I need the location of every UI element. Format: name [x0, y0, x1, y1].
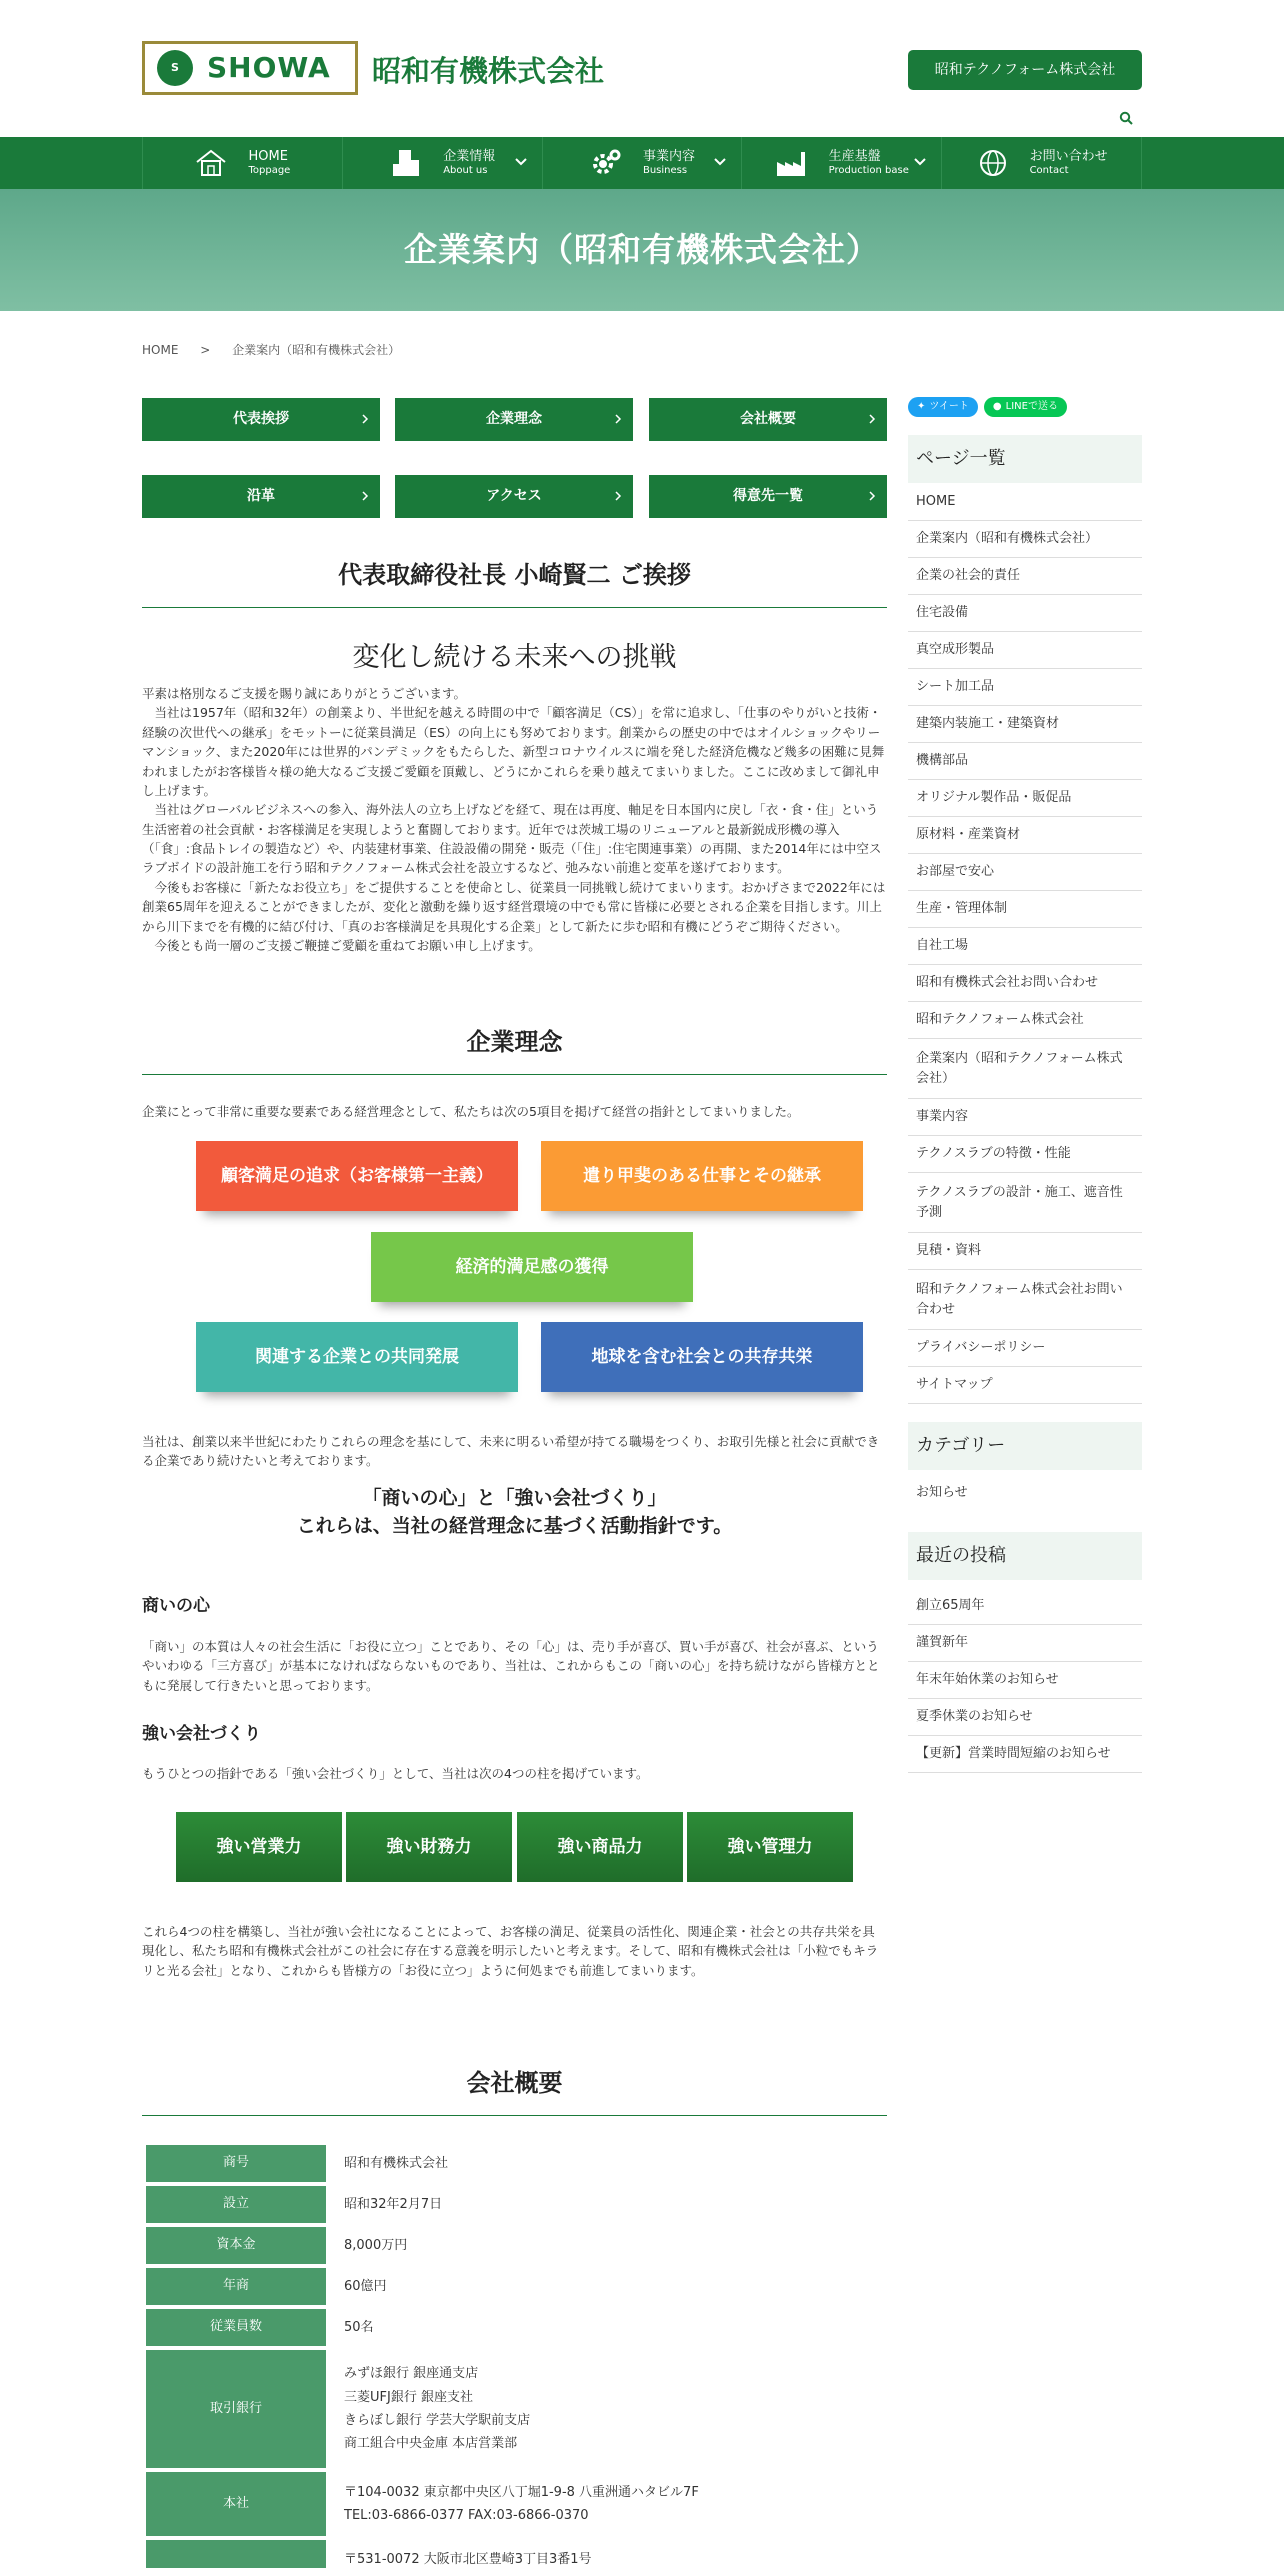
tab-access[interactable]	[395, 475, 633, 518]
nav-sublabel: Production base	[828, 164, 909, 176]
table-row	[146, 2350, 883, 2468]
sidebar-recent-post[interactable]: 夏季休業のお知らせ	[908, 1699, 1142, 1736]
sidebar-page-link[interactable]: 見積・資料	[908, 1233, 1142, 1270]
greeting-body: 平素は格別なるご支援を賜り誠にありがとうございます。 当社は1957年（昭和32年）の創業より、半世紀を越える時間の中で「顧客満足（CS）」を常に追求し、「仕事のやりがいと技術・経験の次世代への継承」をモットーに従業員満足（ES）の向上にも努めております。創業からの歴史の中ではオイルショックやリーマンショック、また2020年には世界的パンデミックをもたらした、新型コロナウイルスに端を発した経済危機など幾多の困難に見舞われましたがお客様皆々様の絶大なるご支援ご愛顧を頂戴し、どうにかこれらを乗り越えてまいりました。ここに改めまして御礼申し上げます。 当社はグローバルビジネスへの参入、海外法人の立ち上げなどを経て、現在は再度、軸足を日本国内に戻し「衣・食・住」という生活密着の社会貢献・お客様満足を実現しようと奮闘しております。近年では茨城工場のリニューアルと最新鋭成形機の導入（「食」:食品トレイの製造など）や、内装建材事業、住設設備の開発・販売（「住」:住宅関連事業）の再開、また2014年には中空スラブボイドの設計施工を行う昭和テクノフォーム株式会社を設立するなど、弛みない前進と変革を遂げております。 今後もお客様に「新たなお役立ち」をご提供することを使命とし、従業員一同挑戦し続けてまいります。おかげさまで2022年には創業65周年を迎えることができましたが、変化と激動を繰り返す経営環境の中でも常に皆様に必要とされる企業を目指します。川上から川下までを有機的に結び付け、「真のお客様満足を具現化する企業」として新たに歩む昭和有機にどうぞご期待ください。 今後とも尚一層のご支援ご鞭撻ご愛顧を重ねてお願い申し上げます。	[142, 686, 886, 953]
logo-text-en: SHOWA	[207, 50, 331, 84]
nav-sublabel: Contact	[1029, 164, 1069, 176]
breadcrumb-home[interactable]: HOME	[142, 343, 179, 357]
slogan-line-2: これらは、当社の経営理念に基づく活動指針です。	[296, 1514, 733, 1537]
sidebar-page-link[interactable]: 真空成形製品	[908, 632, 1142, 669]
slogan	[142, 1485, 887, 1540]
principle-coexistence: 地球を含む社会との共存共栄	[541, 1322, 863, 1392]
nav-item-business[interactable]	[543, 137, 743, 189]
line-label: LINEで送る	[1005, 400, 1058, 412]
table-row	[146, 2472, 883, 2536]
sidebar-page-link[interactable]: サイトマップ	[908, 1367, 1142, 1404]
table-row	[146, 2540, 883, 2568]
sidebar-page-link[interactable]: 事業内容	[908, 1099, 1142, 1136]
nav-item-production[interactable]	[742, 137, 942, 189]
sidebar-recent-post[interactable]: 創立65周年	[908, 1588, 1142, 1625]
strong-after: これら4つの柱を構築し、当社が強い会社になることによって、お客様の満足、従業員の活性化、関連企業・社会との共存共栄を具現化し、私たち昭和有機株式会社がこの社会に存在する意義を明示したいと考えます。そして、昭和有機株式会社は「小粒でもキラリと光る会社」となり、これからも皆様方の「お役に立つ」ように何処までも前進してまいります。	[142, 1924, 879, 1978]
bank-item: 商工組合中央金庫 本店営業部	[344, 2436, 518, 2452]
philosophy-after: 当社は、創業以来半世紀にわたりこれらの理念を基にして、未来に明るい希望が持てる職場をつくり、お取引先様と社会に貢献できる企業であり続けたいと考えております。	[142, 1434, 880, 1469]
logo-text-ja[interactable]: 昭和有機株式会社	[372, 54, 605, 88]
globe-icon	[976, 148, 1010, 178]
bank-item: 三菱UFJ銀行 銀座支社	[344, 2389, 473, 2405]
greeting-subtitle: 変化し続ける未来への挑戦	[352, 642, 677, 673]
pages-heading: ページ一覧	[908, 435, 1142, 483]
sidebar-page-link[interactable]: 機構部品	[908, 743, 1142, 780]
table-label: 年商	[146, 2268, 326, 2305]
table-label: 資本金	[146, 2227, 326, 2264]
home-icon	[194, 148, 228, 178]
sidebar-page-link[interactable]: プライバシーポリシー	[908, 1330, 1142, 1367]
nav-sublabel: Toppage	[248, 164, 291, 176]
sidebar-page-link[interactable]: 企業案内（昭和テクノフォーム株式会社）	[908, 1039, 1142, 1099]
pillar-sales: 強い営業力	[176, 1812, 342, 1882]
sidebar-page-link[interactable]: 企業案内（昭和有機株式会社）	[908, 521, 1142, 558]
principle-economic: 経済的満足感の獲得	[371, 1232, 693, 1302]
principle-customer: 顧客満足の追求（お客様第一主義）	[196, 1141, 518, 1211]
site-header	[0, 0, 1284, 137]
sidebar-page-link[interactable]: 企業の社会的責任	[908, 558, 1142, 595]
nav-item-contact[interactable]	[942, 137, 1142, 189]
tab-philosophy[interactable]	[395, 398, 633, 441]
chevron-right-icon	[867, 413, 877, 425]
tab-label: 会社概要	[740, 411, 796, 428]
hq-address: 〒104-0032 東京都中央区八丁堀1-9-8 八重洲通ハタビル7F	[344, 2484, 699, 2500]
table-label: 本社	[146, 2472, 326, 2536]
building-icon	[389, 148, 423, 178]
sidebar-page-link[interactable]: 建築内装施工・建築資材	[908, 706, 1142, 743]
tab-greeting[interactable]	[142, 398, 380, 441]
sidebar-page-link[interactable]: 住宅設備	[908, 595, 1142, 632]
strong-title: 強い会社づくり	[142, 1724, 261, 1744]
principle-cooperation: 関連する企業との共同発展	[196, 1322, 518, 1392]
table-label: 取引銀行	[146, 2350, 326, 2468]
tab-history[interactable]	[142, 475, 380, 518]
table-value-hq	[330, 2472, 883, 2536]
search-icon[interactable]	[1119, 111, 1133, 125]
nav-label: 企業情報	[443, 149, 496, 165]
factory-icon	[775, 148, 809, 178]
chevron-right-icon	[360, 490, 370, 502]
sidebar-page-link[interactable]: 自社工場	[908, 928, 1142, 965]
table-value: 昭和32年2月7日	[344, 2196, 443, 2212]
philosophy-intro: 企業にとって非常に重要な要素である経営理念として、私たちは次の5項目を掲げて経営の指針としてまいりました。	[142, 1104, 800, 1119]
page-title: 企業案内（昭和有機株式会社）	[404, 230, 880, 270]
techno-form-button[interactable]: 昭和テクノフォーム株式会社	[908, 50, 1142, 90]
sidebar-page-link[interactable]: テクノスラブの設計・施工、遮音性予測	[908, 1173, 1142, 1233]
nav-label: HOME	[248, 149, 288, 165]
tab-label: 得意先一覧	[733, 488, 803, 505]
table-label: 従業員数	[146, 2309, 326, 2346]
akinai-title: 商いの心	[142, 1596, 210, 1616]
hq-phone: TEL:03-6866-0377 FAX:03-6866-0370	[344, 2508, 589, 2523]
sidebar-recent-post[interactable]: 年末年始休業のお知らせ	[908, 1662, 1142, 1699]
table-label: 商号	[146, 2145, 326, 2182]
sidebar-page-link[interactable]: 原材料・産業資材	[908, 817, 1142, 854]
principle-work: 遣り甲斐のある仕事とその継承	[541, 1141, 863, 1211]
table-row	[146, 2309, 883, 2346]
pillar-product: 強い商品力	[517, 1812, 683, 1882]
tab-label: 代表挨拶	[233, 411, 289, 428]
tab-customers[interactable]	[649, 475, 887, 518]
sidebar-page-link[interactable]: シート加工品	[908, 669, 1142, 706]
overview-table	[142, 2141, 887, 2568]
gear-icon	[589, 148, 623, 178]
chevron-down-icon	[713, 154, 727, 168]
tab-label: 沿革	[247, 488, 275, 505]
sidebar-page-link[interactable]: 昭和有機株式会社お問い合わせ	[908, 965, 1142, 1002]
chevron-down-icon	[514, 154, 528, 168]
nav-item-home[interactable]	[142, 137, 343, 189]
breadcrumb-separator: >	[200, 343, 211, 357]
sidebar-recent-post[interactable]: 【更新】営業時間短縮のお知らせ	[908, 1736, 1142, 1773]
tab-label: アクセス	[486, 488, 542, 505]
share-buttons	[908, 397, 1067, 417]
line-share-button[interactable]	[984, 397, 1067, 417]
chevron-right-icon	[360, 413, 370, 425]
nav-sublabel: Business	[642, 164, 688, 176]
sidebar-page-link[interactable]: 昭和テクノフォーム株式会社	[908, 1002, 1142, 1039]
table-row	[146, 2227, 883, 2264]
table-value: 8,000万円	[344, 2237, 408, 2253]
pillar-management: 強い管理力	[687, 1812, 853, 1882]
sidebar-category-link[interactable]: お知らせ	[916, 1485, 968, 1501]
tweet-button[interactable]	[908, 397, 978, 417]
table-value: 昭和有機株式会社	[344, 2155, 449, 2171]
chevron-down-icon	[913, 154, 927, 168]
strong-intro: もうひとつの指針である「強い会社づくり」として、当社は次の4つの柱を掲げています。	[142, 1766, 649, 1781]
sidebar-page-link[interactable]: オリジナル製作品・販促品	[908, 780, 1142, 817]
recent-heading: 最近の投稿	[908, 1532, 1142, 1580]
bank-item: みずほ銀行 銀座通支店	[344, 2366, 479, 2382]
sidebar-recent-post[interactable]: 謹賀新年	[908, 1625, 1142, 1662]
table-row	[146, 2268, 883, 2305]
sidebar-page-link[interactable]: お部屋で安心	[908, 854, 1142, 891]
slogan-line-1: 「商いの心」と「強い会社づくり」	[362, 1487, 667, 1509]
table-value: 50名	[344, 2319, 374, 2335]
table-value-banks	[330, 2350, 883, 2468]
table-label: 設立	[146, 2186, 326, 2223]
table-label	[146, 2540, 326, 2568]
sidebar-page-link[interactable]: テクノスラブの特徴・性能	[908, 1136, 1142, 1173]
logo[interactable]	[142, 41, 358, 95]
breadcrumb	[142, 342, 418, 359]
line-icon: ●	[992, 400, 1002, 412]
table-value: 〒531-0072 大阪市北区豊崎3丁目3番1号	[344, 2552, 592, 2568]
sidebar-page-link[interactable]: 生産・管理体制	[908, 891, 1142, 928]
nav-label: 事業内容	[642, 149, 695, 165]
tab-overview[interactable]	[649, 398, 887, 441]
akinai-body: 「商い」の本質は人々の社会生活に「お役に立つ」ことであり、その「心」は、売り手が喜び、買い手が喜び、社会が喜ぶ、というやいわゆる「三方喜び」が基本になければならないものであり、当社は、これからもこの「商いの心」を持ち続けながら皆様方とともに発展して行きたいと思っております。	[142, 1639, 880, 1693]
chevron-right-icon	[613, 413, 623, 425]
twitter-icon: ✦	[917, 400, 926, 412]
category-heading: カテゴリー	[908, 1422, 1142, 1470]
overview-title: 会社概要	[142, 2066, 887, 2116]
philosophy-title: 企業理念	[142, 1025, 887, 1075]
main-nav	[0, 137, 1284, 189]
table-row	[146, 2145, 883, 2182]
bank-item: きらぼし銀行 学芸大学駅前支店	[344, 2413, 531, 2428]
nav-sublabel: About us	[443, 164, 488, 176]
table-row	[146, 2186, 883, 2223]
nav-label: 生産基盤	[828, 149, 881, 165]
nav-item-about[interactable]	[343, 137, 543, 189]
nav-label: お問い合わせ	[1029, 149, 1108, 165]
breadcrumb-current: 企業案内（昭和有機株式会社）	[232, 343, 401, 357]
logo-mark-icon: S	[157, 50, 193, 86]
tweet-label: ツイート	[929, 400, 969, 412]
greeting-title: 代表取締役社長 小崎賢二 ご挨拶	[142, 558, 887, 608]
pillar-finance: 強い財務力	[346, 1812, 512, 1882]
table-value: 60億円	[344, 2278, 387, 2294]
chevron-right-icon	[867, 490, 877, 502]
page-hero	[0, 189, 1284, 311]
tab-label: 企業理念	[486, 411, 542, 428]
chevron-right-icon	[613, 490, 623, 502]
sidebar-page-link[interactable]: 昭和テクノフォーム株式会社お問い合わせ	[908, 1270, 1142, 1330]
sidebar-page-link[interactable]: HOME	[908, 484, 1142, 521]
